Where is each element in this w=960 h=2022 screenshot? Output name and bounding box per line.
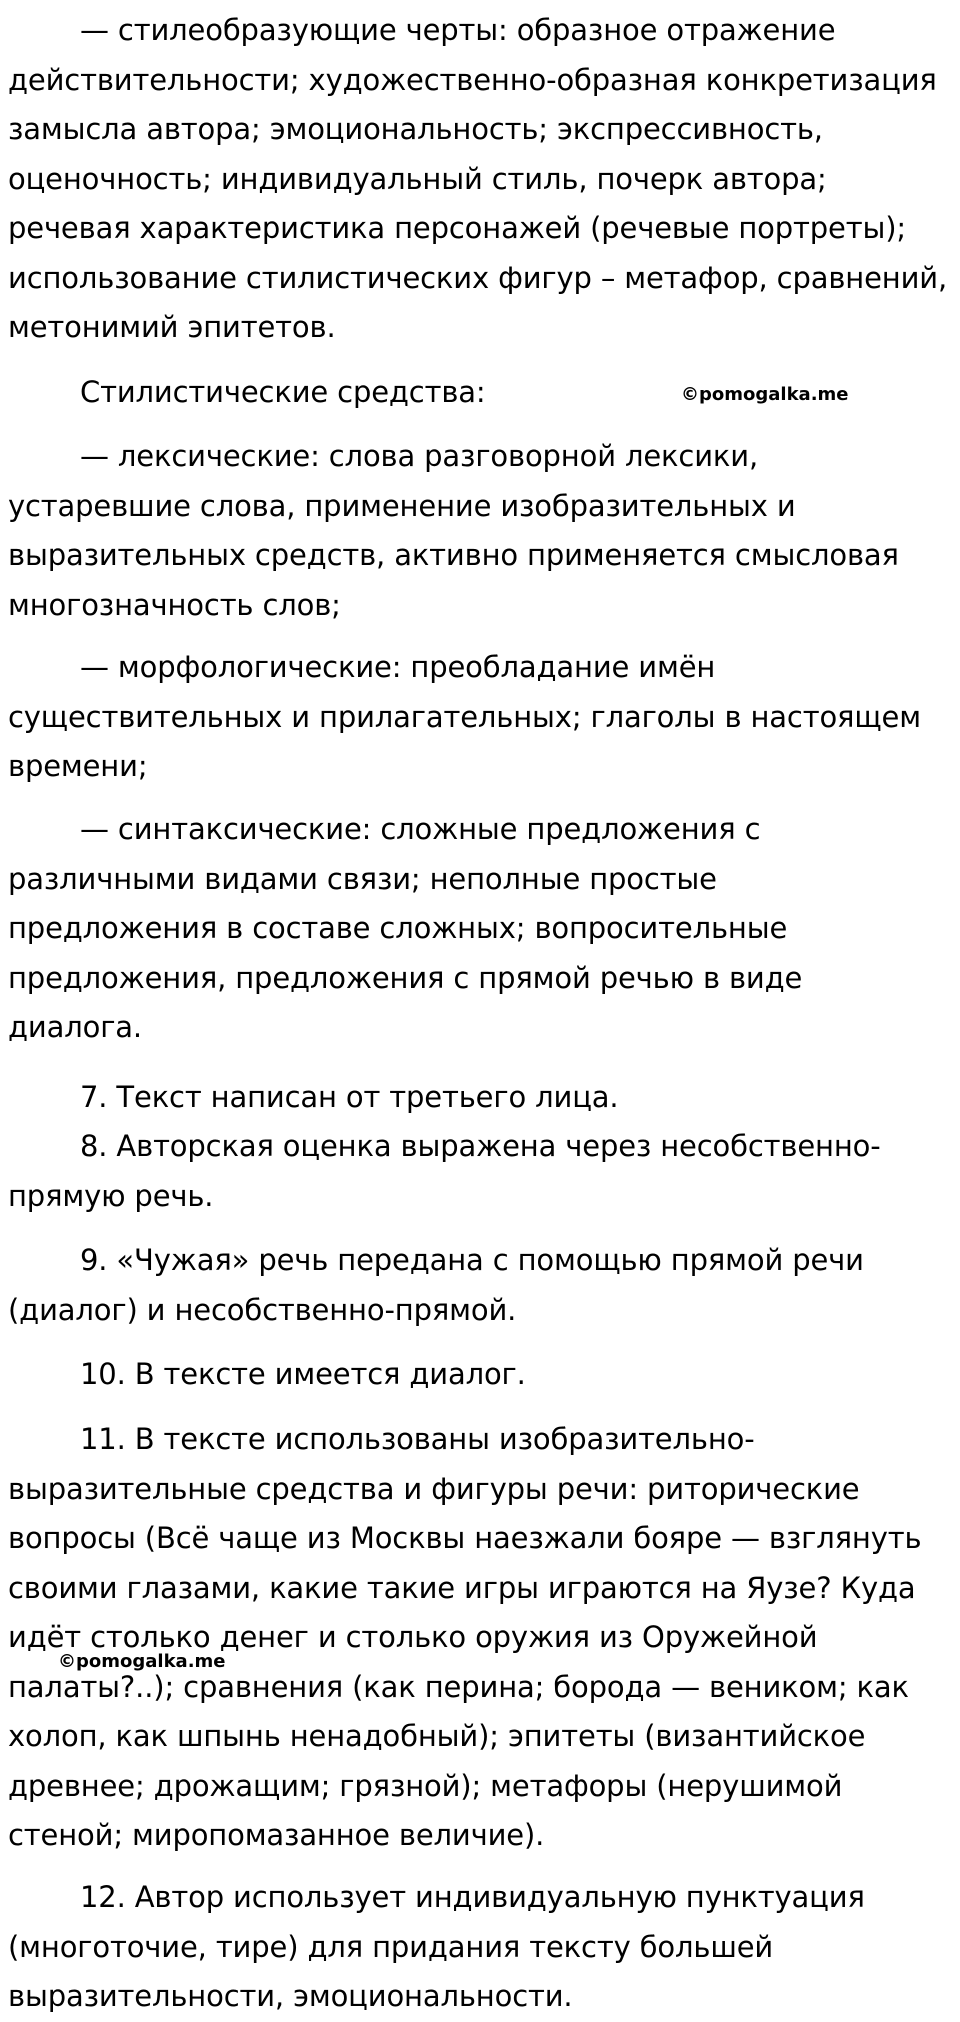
paragraph-item-9: 9. «Чужая» речь передана с помощью прямой речи (диалог) и несобственно-прямой.: [8, 1243, 864, 1327]
paragraph-item-12: 12. Автор использует индивидуальную пунктуация (многоточие, тире) для придания тексту большей выразительности, эмоциональности.: [8, 1880, 865, 2013]
paragraph-stylistic-means-heading: Стилистические средства:: [80, 375, 486, 409]
paragraph-lexical: — лексические: слова разговорной лексики, устаревшие слова, применение изобразительных и выразительных средств, активно применяется смысловая многозначность слов;: [8, 439, 899, 622]
paragraph-item-8: 8. Авторская оценка выражена через несобственно- прямую речь.: [8, 1129, 881, 1213]
paragraph-item-10: 10. В тексте имеется диалог.: [80, 1357, 526, 1391]
paragraph-syntactic: — синтаксические: сложные предложения с различными видами связи; неполные простые предложения в составе сложных; вопросительные предложения, предложения с прямой речью в виде диалога.: [8, 812, 803, 1044]
watermark-middle: ©pomogalka.me: [58, 1651, 226, 1672]
watermark-top: ©pomogalka.me: [681, 384, 849, 405]
paragraph-item-11: 11. В тексте использованы изобразительно- выразительные средства и фигуры речи: риторические вопросы (Всё чаще из Москвы наезжали бояре — взглянуть своими глазами, какие такие игры играются на Яузе? Куда идёт столько денег и столько оружия из Оружейной палаты?..); сравнения (как перина; борода — веником; как холоп, как шпынь ненадобный); эпитеты (византийское древнее; дрожащим; грязной); метафоры (нерушимой стеной; миропомазанное величие).: [8, 1422, 922, 1852]
paragraph-item-7: 7. Текст написан от третьего лица.: [80, 1080, 619, 1114]
paragraph-style-features: — стилеобразующие черты: образное отражение действительности; художественно-образная конкретизация замысла автора; эмоциональность; экспрессивность, оценочность; индивидуальный стиль, почерк автора; речевая характеристика персонажей (речевые портреты); использование стилистических фигур – метафор, сравнений, метонимий эпитетов.: [8, 13, 948, 344]
paragraph-morphological: — морфологические: преобладание имён существительных и прилагательных; глаголы в настоящем времени;: [8, 650, 921, 783]
